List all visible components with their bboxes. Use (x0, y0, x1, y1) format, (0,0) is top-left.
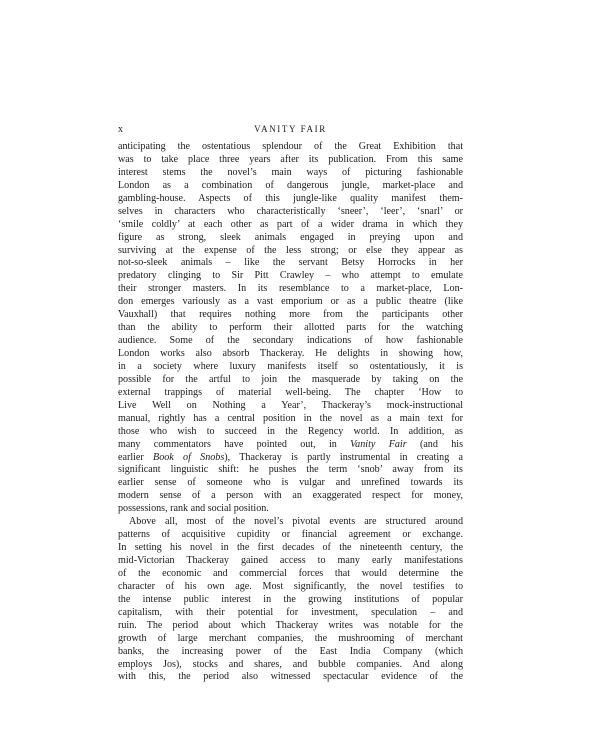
text-line: London works also absorb Thackeray. He delights in showing how, (118, 348, 463, 359)
text-line: audience. Some of the secondary indications of how fashionable (118, 335, 463, 347)
text-segment: earlier (118, 451, 144, 463)
text-line: modern sense of a person with an exaggerated respect for money, (118, 490, 463, 502)
text-line: of the economic and commercial forces that would determine the (118, 567, 463, 579)
book-page (118, 124, 463, 684)
text-line: earlier sense of someone who is vulgar and unrefined towards its (118, 477, 463, 489)
text-line: interest stems the novel’s main ways of picturing fashionable (118, 166, 463, 178)
text-line: character of his own age. Most significantly, the novel testifies to (118, 580, 463, 592)
text-line: banks, the increasing power of the East India Company (which (118, 645, 463, 657)
text-line-mixed (118, 439, 463, 452)
text-line: with this, the period also witnessed spectacular evidence of the (118, 671, 463, 683)
text-line: predatory clinging to Sir Pitt Crawley – who attempt to emulate (118, 270, 463, 282)
text-line: not-so-sleek animals – like the servant Betsy Horrocks in her (118, 257, 463, 269)
text-line: their stronger masters. In its resemblance to a market-place, Lon- (118, 283, 463, 295)
text-line: In setting his novel in the first decades of the nineteenth century, the (118, 542, 463, 554)
text-line: was to take place three years after its publication. From this same (118, 153, 463, 165)
text-line: Live Well on Nothing a Year’, Thackeray’s mock-instructional (118, 399, 463, 411)
text-line: ‘smile coldly’ at each other as part of a wider drama in which they (118, 218, 463, 230)
running-title: VANITY FAIR (254, 124, 327, 134)
text-segment: (and his (406, 438, 463, 450)
text-line: the intense public interest in the growing institutions of popular (118, 593, 463, 605)
text-line: figure as strong, sleek animals engaged in preying upon and (118, 231, 463, 243)
text-line: selves in characters who characteristically ‘sneer’, ‘leer’, ‘snarl’ or (118, 205, 463, 217)
text-segment: ), Thackeray is partly instrumental in creating a (224, 451, 463, 463)
text-line: gambling-house. Aspects of this jungle-like quality manifest them- (118, 192, 463, 204)
text-line: Above all, most of the novel’s pivotal events are structured around (129, 516, 463, 528)
italic-title-vanity-fair: Vanity Fair (350, 438, 407, 450)
text-line: capitalism, with their potential for investment, speculation – and (118, 606, 463, 618)
text-line: employs Jos), stocks and shares, and bubble companies. And along (118, 658, 463, 670)
text-line: than the ability to perform their allotted parts for the watching (118, 322, 463, 334)
text-line: anticipating the ostentatious splendour of the Great Exhibition that (118, 141, 463, 152)
text-segment: many commentators have pointed out, in (118, 438, 337, 450)
text-line: ruin. The period about which Thackeray writes was notable for the (118, 619, 463, 631)
text-line: London as a combination of dangerous jungle, market-place and (118, 179, 463, 191)
text-line: in a society where luxury manifests itself so ostentatiously, it is (118, 360, 463, 372)
text-line: growth of large merchant companies, the mushrooming of merchant (118, 632, 463, 644)
text-line: patterns of acquisitive cupidity or financial agreement or exchange. (118, 529, 463, 541)
text-line: surviving at the expense of the less strong; or else they appear as (118, 244, 463, 256)
body-text (118, 141, 463, 684)
text-line: mid-Victorian Thackeray gained access to many early manifestations (118, 555, 463, 566)
text-line: possible for the artful to join the masquerade by taking on the (118, 373, 463, 385)
text-line: significant linguistic shift: he pushes the term ‘snob’ away from its (118, 464, 463, 476)
text-line: manual, rightly has a central position in the novel as a main text for (118, 412, 463, 424)
text-line: don emerges variously as a vast emporium or as a public theatre (like (118, 296, 463, 308)
text-line-mixed (118, 452, 463, 465)
text-line: external trappings of material well-being. The chapter ‘How to (118, 386, 463, 398)
page-number: x (118, 124, 123, 135)
text-line: possessions, rank and social position. (118, 503, 269, 515)
running-head (118, 124, 463, 140)
italic-title-book-of-snobs: Book of Snobs (153, 451, 225, 463)
text-line: those who wish to succeed in the Regency world. In addition, as (118, 425, 463, 437)
text-line: Vauxhall) that requires nothing more from the participants other (118, 309, 463, 321)
